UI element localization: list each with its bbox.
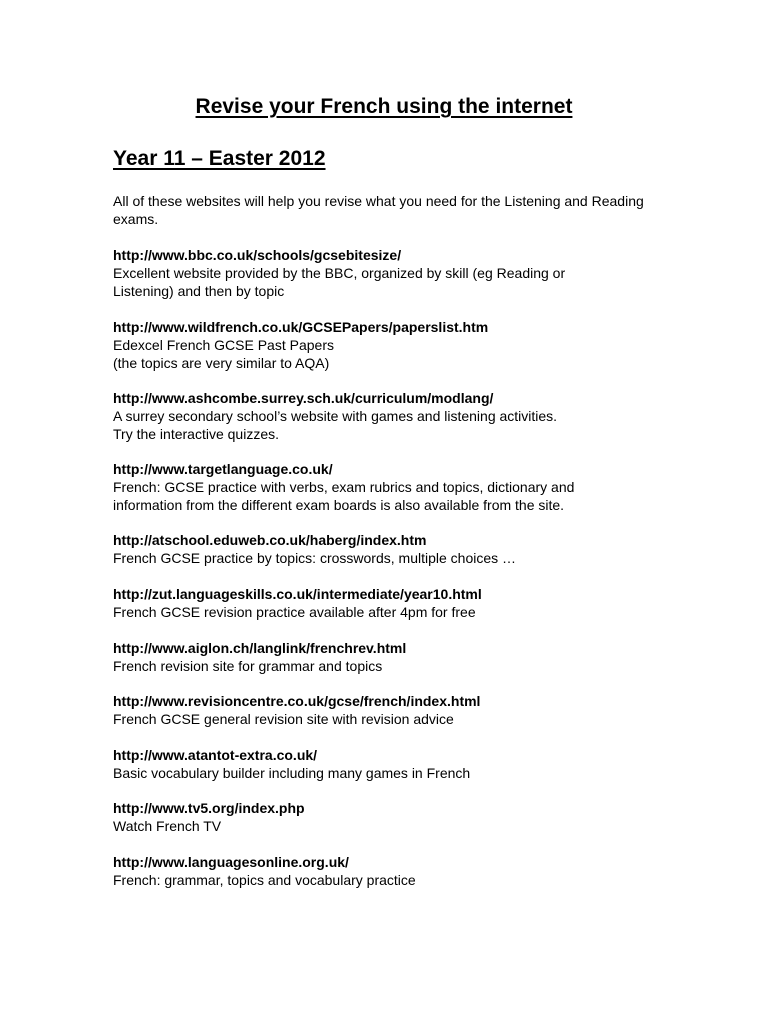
website-description: French: GCSE practice with verbs, exam rubrics and topics, dictionary and information from the different exam boards is also available from the site. — [113, 479, 575, 513]
website-description: Edexcel French GCSE Past Papers (the topics are very similar to AQA) — [113, 337, 334, 371]
website-entry-tv5 — [113, 799, 673, 835]
website-url[interactable]: http://www.revisioncentre.co.uk/gcse/french/index.html — [113, 693, 481, 709]
website-entry-languagesonline — [113, 853, 673, 889]
website-entry-atschool — [113, 531, 673, 567]
website-url[interactable]: http://www.tv5.org/index.php — [113, 800, 305, 816]
intro-paragraph: All of these websites will help you revise what you need for the Listening and Reading exams. — [113, 193, 644, 227]
website-entry-ashcombe — [113, 389, 673, 443]
website-url[interactable]: http://www.ashcombe.surrey.sch.uk/curriculum/modlang/ — [113, 390, 494, 406]
website-url[interactable]: http://zut.languageskills.co.uk/intermediate/year10.html — [113, 586, 482, 602]
website-description: French GCSE practice by topics: crosswords, multiple choices … — [113, 550, 517, 566]
website-url[interactable]: http://www.bbc.co.uk/schools/gcsebitesize/ — [113, 247, 402, 263]
website-description: Basic vocabulary builder including many games in French — [113, 765, 471, 781]
website-entry-revisioncentre — [113, 692, 673, 728]
website-entry-atantot — [113, 746, 673, 782]
website-entry-languageskills — [113, 585, 673, 621]
website-url[interactable]: http://www.wildfrench.co.uk/GCSEPapers/paperslist.htm — [113, 319, 489, 335]
website-entry-bbc — [113, 246, 673, 300]
website-url[interactable]: http://www.targetlanguage.co.uk/ — [113, 461, 333, 477]
website-description: French GCSE revision practice available after 4pm for free — [113, 604, 476, 620]
website-entry-targetlanguage — [113, 460, 673, 514]
website-entry-wildfrench — [113, 318, 673, 372]
document-title: Revise your French using the internet — [195, 95, 573, 118]
website-description: French revision site for grammar and topics — [113, 658, 383, 674]
website-description: Excellent website provided by the BBC, organized by skill (eg Reading or Listening) and then by topic — [113, 265, 566, 299]
website-url[interactable]: http://www.languagesonline.org.uk/ — [113, 854, 349, 870]
website-url[interactable]: http://atschool.eduweb.co.uk/haberg/index.htm — [113, 532, 427, 548]
website-description: Watch French TV — [113, 818, 222, 834]
section-heading: Year 11 – Easter 2012 — [113, 147, 326, 170]
website-url[interactable]: http://www.atantot-extra.co.uk/ — [113, 747, 318, 763]
website-description: French GCSE general revision site with revision advice — [113, 711, 454, 727]
website-url[interactable]: http://www.aiglon.ch/langlink/frenchrev.html — [113, 640, 407, 656]
website-description: French: grammar, topics and vocabulary practice — [113, 872, 416, 888]
website-description: A surrey secondary school’s website with games and listening activities. Try the interactive quizzes. — [113, 408, 558, 442]
website-entry-aiglon — [113, 639, 673, 675]
